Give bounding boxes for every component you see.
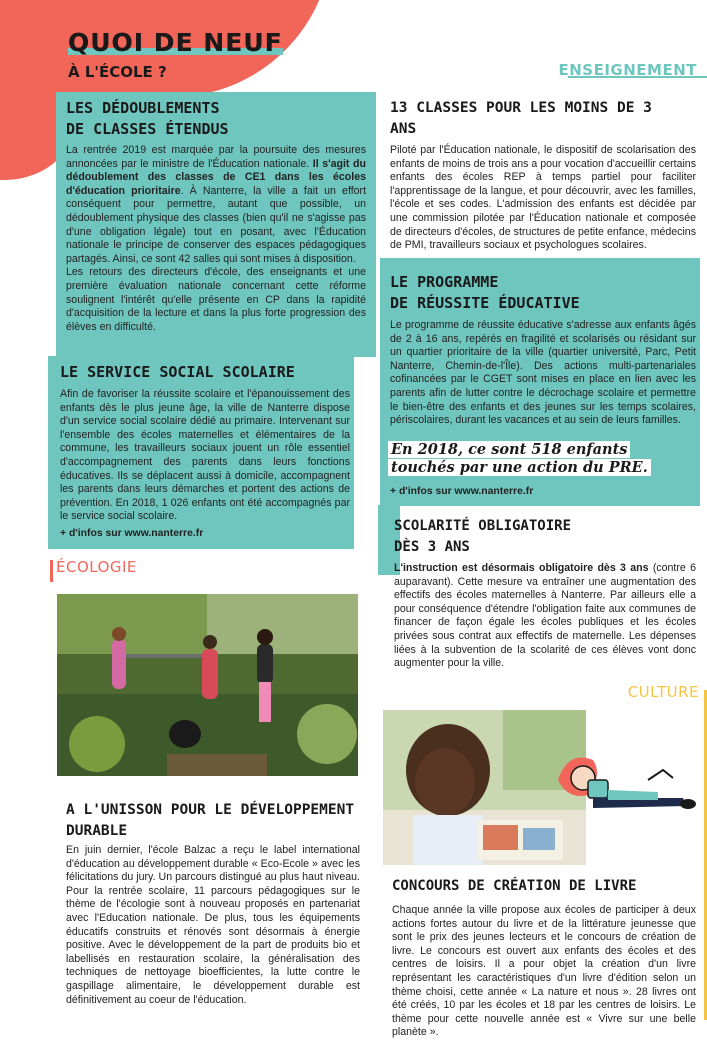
programme-text: Le programme de réussite éducative s'adresse aux enfants âgés de 2 à 16 ans, repérés en fragilité et scolarisés ou résidant sur un quartier prioritaire de la ville (quartier université, Parc, Petit Nanterre, Chemin-de-l'Île). Des actions multi-partenariales cofinancées par le CGET sont mises en place en lien avec les parents afin de lutter contre le décrochage scolaire et permettre le bien-être des enfants et des jeunes sur les temps scolaires, périscolaires, durant les vacances et au sein de leurs familles.	[390, 319, 696, 427]
classes-text: Piloté par l'Éducation nationale, le dispositif de scolarisation des enfants de moins de trois ans a pour vocation d'accueillir certains enfants des écoles REP à temps partiel pour faciliter l'apprentissage de la langue, et pour découvrir, avec les familles, l'école et ses codes. L'admission des enfants est décidée par une commission pilotée par l'Éducation nationale et composée de directeurs d'écoles, de structures de petite enfance, médecins de PMI, travailleurs sociaux et psychologues scolaires.	[390, 144, 696, 252]
category-culture: CULTURE	[627, 683, 699, 701]
dedoublements-text: La rentrée 2019 est marquée par la poursuite des mesures annoncées par le ministre de l'Éducation nationale. Il s'agit du dédoublement des classes de CE1 dans les écoles d'éducation prioritaire. À Nanterre, la ville a fait un effort conséquent pour permettre, autant que possible, un dédoublement physique des classes (bien qu'il ne s'agisse pas d'une obligation légale) tout en posant, avec l'Éducation nationale le principe de conserver des espaces pédagogiques partagés. Ainsi, ce sont 42 salles qui sont mises à disposition. Les retours des directeurs d'école, des enseignants et une première évaluation nationale concernant cette réforme soulignent l'intérêt qu'elle présente en CP dans la rapidité d'acquisition de la lecture et dans la plus forte progression des élèves en difficulté.	[66, 144, 367, 333]
garden-photo	[57, 594, 358, 776]
unisson-title: A L'UNISSON POUR LE DÉVELOPPEMENT DURABLE	[66, 802, 355, 839]
page-subtitle: À L'ÉCOLE ?	[68, 63, 167, 81]
classes-title: 13 CLASSES POUR LES MOINS DE 3 ANS	[390, 100, 652, 137]
dedoublements-title: LES DÉDOUBLEMENTS DE CLASSES ÉTENDUS	[66, 99, 229, 138]
scolarite-text: L'instruction est désormais obligatoire dès 3 ans (contre 6 auparavant). Cette mesure va entraîner une augmentation des effectifs des écoles maternelles à Nanterre. Par ailleurs elle a pour conséquence d'étendre l'obligation faite aux communes de financer de façon égale les écoles publiques et les écoles privées sous contrat aux effectifs de maternelle. Les dépenses liées à la subvention de la scolarité de ces élèves vont donc augmenter pour la ville.	[394, 562, 696, 670]
scolarite-title: SCOLARITÉ OBLIGATOIRE DÈS 3 ANS	[394, 518, 572, 555]
service-social-title: LE SERVICE SOCIAL SCOLAIRE	[60, 363, 295, 381]
programme-title: LE PROGRAMME DE RÉUSSITE ÉDUCATIVE	[390, 273, 580, 312]
concours-title: CONCOURS DE CRÉATION DE LIVRE	[392, 878, 637, 894]
service-social-link[interactable]: + d'infos sur www.nanterre.fr	[60, 528, 204, 539]
programme-highlight: En 2018, ce sont 518 enfants touchés par une action du PRE.	[388, 441, 651, 477]
service-social-text: Afin de favoriser la réussite scolaire et l'épanouissement des enfants dès le plus jeune âge, la ville de Nanterre dispose d'un service social scolaire dédié au primaire. Intervenant sur l'ensemble des écoles maternelles et élémentaires de la commune, les travailleurs sociaux jouent un rôle essentiel d'accompagnement des parents dans leurs fonctions éducatives. Ils se déplacent aussi à domicile, accompagnent les parents dans leurs démarches et portent des actions de prévention. En 2018, 1 026 enfants ont été accompagnés par le service social scolaire.	[60, 388, 350, 523]
ecologie-rule	[50, 560, 53, 582]
category-enseignement: ENSEIGNEMENT	[558, 61, 697, 79]
page-title: QUOI DE NEUF	[68, 28, 283, 57]
unisson-text: En juin dernier, l'école Balzac a reçu le label international d'éducation au développement durable « Eco-Ecole » avec les félicitations du jury. Un parcours distingué au plus haut niveau. Pour la rentrée scolaire, 11 parcours pédagogiques sur le thème de l'écologie sont à nouveau proposés en partenariat avec l'Education nationale. De plus, tous les équipements éducatifs construits et rénovés sont désormais à énergie positive. Avec le développement de la part de produits bio et labellisés en restauration scolaire, la généralisation des techniques de nettoyage bioefficientes, la lutte contre le gaspillage alimentaire, le développement durable est définitivement au coeur de l'éducation.	[66, 844, 360, 1006]
reading-girl-illustration	[548, 740, 700, 825]
concours-text: Chaque année la ville propose aux écoles de participer à deux actions fortes autour du livre et de la littérature jeunesse que sont le prix des jeunes lecteurs et le concours de création de livre. Le concours est ouvert aux enfants des écoles et des centres de loisirs. Il a pour objet la création d'un livre représentant les caractéristiques d'un livre d'édition selon un thème choisi, cette année « La nature et nous ». 28 livres ont été créés, 10 par les écoles et 18 par les centres de loisirs. Le thème pour cette nouvelle année est « Vivre sur une belle planète ».	[392, 904, 696, 1039]
category-ecologie: ÉCOLOGIE	[56, 558, 137, 576]
programme-link[interactable]: + d'infos sur www.nanterre.fr	[390, 486, 534, 497]
